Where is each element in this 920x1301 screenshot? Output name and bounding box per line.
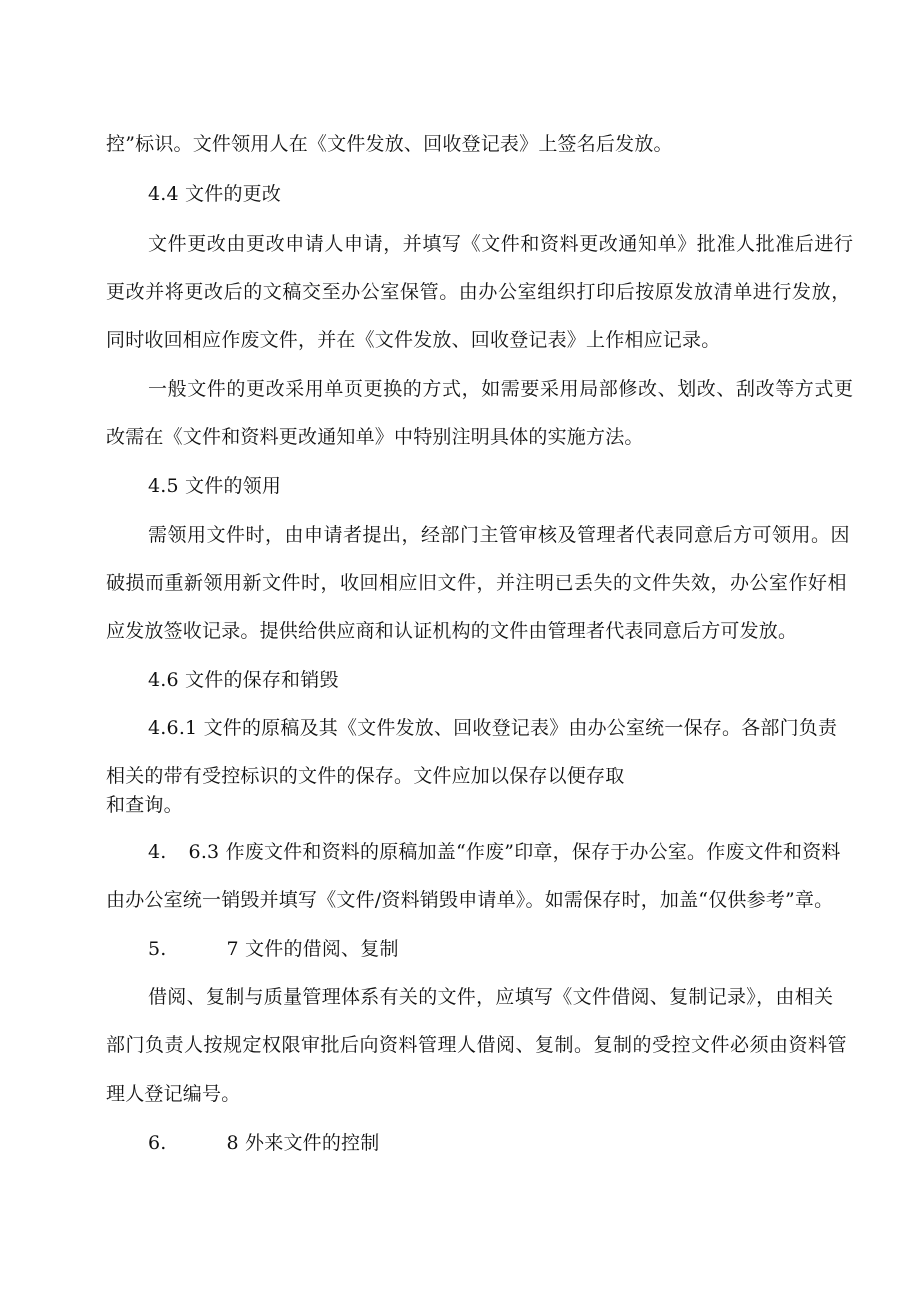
- paragraph-line: 同时收回相应作废文件，并在《文件发放、回收登记表》上作相应记录。: [106, 329, 721, 351]
- section-heading-4-4: 4.4 文件的更改: [148, 183, 282, 205]
- paragraph-line: 破损而重新领用新文件时，收回相应旧文件，并注明已丢失的文件失效，办公室作好相: [106, 572, 848, 594]
- paragraph-line: 改需在《文件和资料更改通知单》中特别注明具体的实施方法。: [106, 426, 644, 448]
- paragraph-line: 更改并将更改后的文稿交至办公室保管。由办公室组织打印后按原发放清单进行发放，: [106, 281, 851, 303]
- section-number: 6.: [148, 1132, 167, 1154]
- paragraph-line: 由办公室统一销毁并填写《文件/资料销毁申请单》。如需保存时，加盖“仅供参考”章。: [106, 889, 834, 911]
- paragraph-line: 相关的带有受控标识的文件的保存。文件应加以保存以便存取: [106, 765, 625, 787]
- section-heading-4-8: [148, 1131, 379, 1155]
- paragraph-line: 4.6.1 文件的原稿及其《文件发放、回收登记表》由办公室统一保存。各部门负责: [148, 717, 838, 739]
- paragraph-line: 控”标识。文件领用人在《文件发放、回收登记表》上签名后发放。: [106, 133, 673, 155]
- section-heading-4-7: [148, 937, 399, 961]
- section-heading-text: 8 外来文件的控制: [226, 1132, 380, 1154]
- section-number: 5.: [148, 938, 167, 960]
- section-number: 4.: [148, 841, 167, 863]
- paragraph-line: [148, 840, 841, 864]
- paragraph-line: 部门负责人按规定权限审批后向资料管理人借阅、复制。复制的受控文件必须由资料管: [106, 1034, 848, 1056]
- paragraph-line: 文件更改由更改申请人申请，并填写《文件和资料更改通知单》批准人批准后进行: [148, 233, 854, 255]
- section-heading-4-5: 4.5 文件的领用: [148, 475, 282, 497]
- paragraph-text: 6.3 作废文件和资料的原稿加盖“作废”印章，保存于办公室。作废文件和资料: [188, 841, 841, 863]
- section-heading-text: 7 文件的借阅、复制: [226, 938, 399, 960]
- paragraph-line: 需领用文件时，由申请者提出，经部门主管审核及管理者代表同意后方可领用。因: [148, 524, 851, 546]
- section-heading-4-6: 4.6 文件的保存和销毁: [148, 669, 339, 691]
- paragraph-line: 借阅、复制与质量管理体系有关的文件，应填写《文件借阅、复制记录》，由相关: [148, 986, 834, 1008]
- paragraph-line: 和查询。: [106, 794, 183, 816]
- paragraph-line: 理人登记编号。: [106, 1083, 241, 1105]
- paragraph-line: 应发放签收记录。提供给供应商和认证机构的文件由管理者代表同意后方可发放。: [106, 620, 798, 642]
- paragraph-line: 一般文件的更改采用单页更换的方式，如需要采用局部修改、划改、刮改等方式更: [148, 378, 854, 400]
